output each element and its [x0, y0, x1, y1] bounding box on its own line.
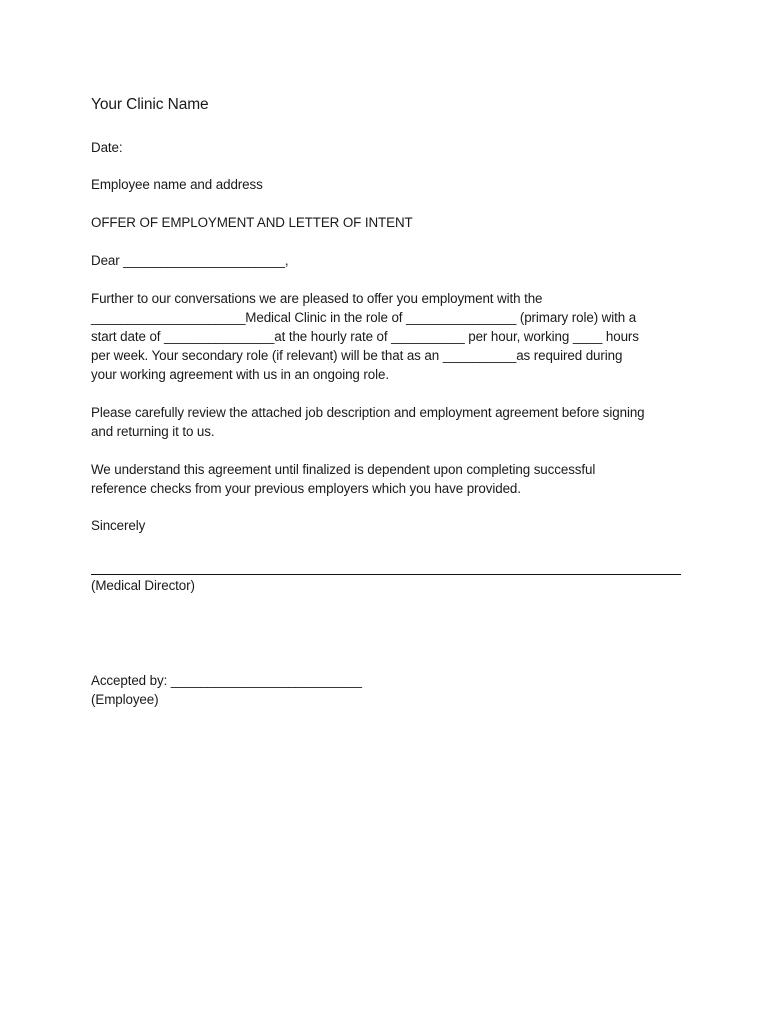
- paragraph-line: _____________________Medical Clinic in the role of _______________ (primary role) with a: [91, 310, 637, 325]
- employee-label: (Employee): [91, 692, 159, 707]
- employee-info: Employee name and address: [91, 177, 263, 192]
- paragraph-line: We understand this agreement until finalized is dependent upon completing successful: [91, 462, 596, 477]
- signature-line: [91, 574, 681, 575]
- date-label: Date:: [91, 140, 123, 155]
- paragraph-line: start date of _______________at the hourly rate of __________ per hour, working ____ hours: [91, 329, 639, 344]
- paragraph-line: per week. Your secondary role (if relevant) will be that as an __________as required during: [91, 348, 623, 363]
- paragraph-line: Further to our conversations we are pleased to offer you employment with the: [91, 291, 543, 306]
- paragraph-line: and returning it to us.: [91, 424, 215, 439]
- clinic-name: Your Clinic Name: [91, 96, 209, 113]
- paragraph-line: your working agreement with us in an ongoing role.: [91, 367, 389, 382]
- paragraph-line: reference checks from your previous employers which you have provided.: [91, 481, 521, 496]
- paragraph-line: Please carefully review the attached job description and employment agreement before signing: [91, 405, 645, 420]
- accepted-by: Accepted by: __________________________: [91, 673, 362, 688]
- director-label: (Medical Director): [91, 578, 195, 593]
- letter-heading: OFFER OF EMPLOYMENT AND LETTER OF INTENT: [91, 215, 413, 230]
- salutation: Dear ______________________,: [91, 253, 289, 268]
- closing: Sincerely: [91, 518, 146, 533]
